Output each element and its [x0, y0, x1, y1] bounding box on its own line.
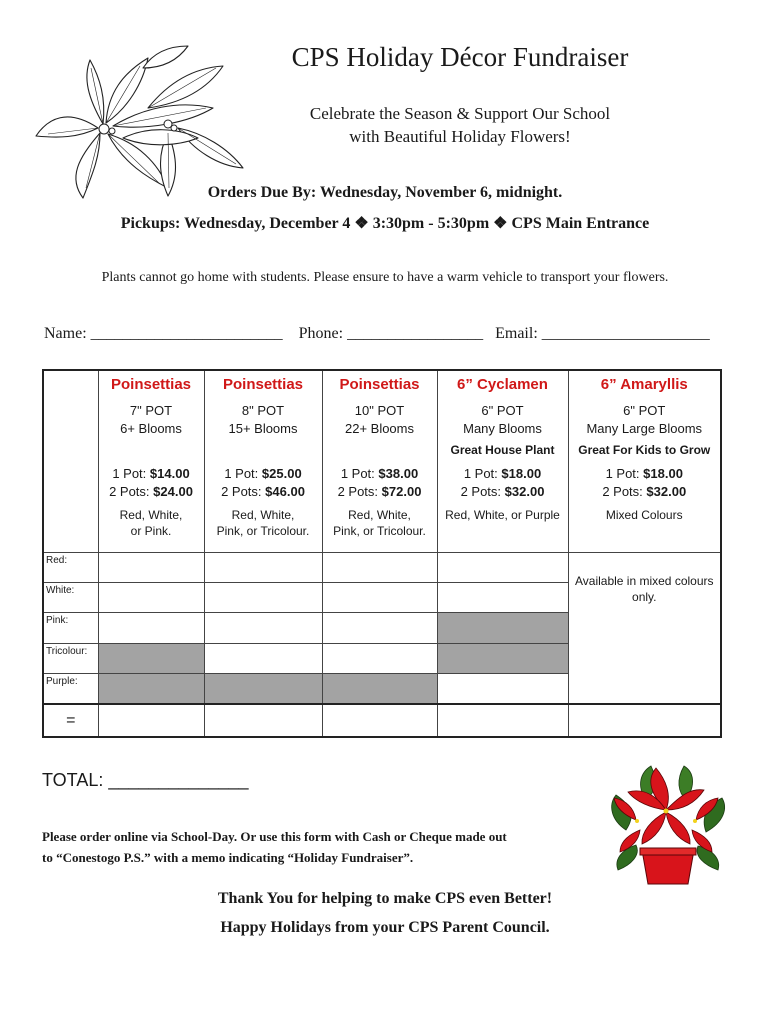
unavailable-cell [98, 673, 204, 704]
page-title: CPS Holiday Décor Fundraiser [291, 42, 629, 72]
thank-you-message: Thank You for helping to make CPS even Better! [217, 890, 553, 907]
product-tagline [205, 443, 322, 461]
row-label-tricolour: Tricolour: [43, 643, 98, 673]
qty-cell[interactable] [204, 582, 322, 612]
colour-options: Red, White, Pink, or Tricolour. [333, 508, 426, 538]
holiday-greeting: Happy Holidays from your CPS Parent Council. [220, 919, 550, 936]
pot-size: 7" POT 6+ Blooms [120, 403, 182, 436]
total-cell[interactable] [204, 704, 322, 737]
poinsettia-outline-illustration [28, 38, 254, 204]
product-name: Poinsettias [110, 376, 192, 393]
product-column-cyclamen [437, 370, 568, 552]
colour-options: Red, White, or Pink. [119, 508, 183, 538]
orders-due-date: Orders Due By: Wednesday, November 6, midnight. [207, 184, 563, 201]
pickup-details: Pickups: Wednesday, December 4 ❖ 3:30pm - 5:30pm ❖ CPS Main Entrance [120, 215, 650, 232]
product-prices: 1 Pot: $18.00 2 Pots: $32.00 [602, 466, 687, 499]
product-name: Poinsettias [222, 376, 304, 393]
table-row-totals [43, 704, 721, 737]
qty-cell[interactable] [98, 612, 204, 643]
product-column-poinsettia-8 [204, 370, 322, 552]
payment-line-2: to “Conestogo P.S.” with a memo indicating “Holiday Fundraiser”. [42, 850, 414, 865]
table-row-red [43, 552, 721, 582]
mixed-colours-note: Available in mixed colours only. [568, 552, 721, 704]
payment-instructions [42, 826, 602, 868]
product-tagline [323, 443, 437, 461]
order-table [42, 369, 722, 738]
qty-cell[interactable] [322, 552, 437, 582]
colour-options: Red, White, or Purple [445, 508, 560, 522]
row-label-pink: Pink: [43, 612, 98, 643]
transport-note: Plants cannot go home with students. Please ensure to have a warm vehicle to transport your flowers. [101, 270, 669, 285]
email-label: Email: [495, 325, 538, 342]
payment-line-1: Please order online via School-Day. Or use this form with Cash or Cheque made out [42, 829, 507, 844]
qty-cell[interactable] [322, 612, 437, 643]
qty-cell[interactable] [322, 643, 437, 673]
equals-label: = [43, 704, 98, 737]
qty-cell[interactable] [204, 612, 322, 643]
qty-cell[interactable] [437, 582, 568, 612]
product-name: 6” Amaryllis [600, 376, 688, 393]
unavailable-cell [437, 643, 568, 673]
qty-cell[interactable] [204, 552, 322, 582]
subtitle-line-1: Celebrate the Season & Support Our School [309, 104, 611, 123]
colour-options: Red, White, Pink, or Tricolour. [216, 508, 310, 538]
product-column-amaryllis [568, 370, 721, 552]
pot-size: 6" POT Many Large Blooms [586, 403, 703, 436]
product-prices: 1 Pot: $14.00 2 Pots: $24.00 [109, 466, 193, 499]
email-field[interactable]: _____________________ [541, 325, 710, 342]
row-label-purple: Purple: [43, 673, 98, 704]
product-name: Poinsettias [339, 376, 420, 393]
product-tagline [99, 443, 204, 461]
pot-size: 6" POT Many Blooms [463, 403, 542, 436]
subtitle-line-2: with Beautiful Holiday Flowers! [349, 127, 571, 146]
pot-size: 10" POT 22+ Blooms [344, 403, 414, 436]
colour-options: Mixed Colours [605, 508, 683, 522]
product-column-poinsettia-7 [98, 370, 204, 552]
product-prices: 1 Pot: $25.00 2 Pots: $46.00 [221, 466, 305, 499]
product-tagline: Great For Kids to Grow [578, 443, 711, 457]
name-label: Name: [44, 325, 87, 342]
total-field[interactable]: TOTAL: ______________ [42, 770, 249, 790]
product-name: 6” Cyclamen [457, 376, 548, 393]
contact-fields [44, 325, 710, 343]
qty-cell[interactable] [204, 643, 322, 673]
subtitle [230, 102, 690, 148]
product-tagline: Great House Plant [450, 443, 555, 457]
total-cell[interactable] [437, 704, 568, 737]
unavailable-cell [322, 673, 437, 704]
qty-cell[interactable] [437, 673, 568, 704]
row-label-red: Red: [43, 552, 98, 582]
total-cell[interactable] [322, 704, 437, 737]
total-cell[interactable] [98, 704, 204, 737]
row-label-white: White: [43, 582, 98, 612]
qty-cell[interactable] [98, 552, 204, 582]
product-prices: 1 Pot: $38.00 2 Pots: $72.00 [337, 466, 422, 499]
product-column-poinsettia-10 [322, 370, 437, 552]
qty-cell[interactable] [437, 552, 568, 582]
total-cell[interactable] [568, 704, 721, 737]
name-field[interactable]: ________________________ [90, 325, 283, 342]
unavailable-cell [98, 643, 204, 673]
unavailable-cell [204, 673, 322, 704]
phone-label: Phone: [298, 325, 344, 342]
header-corner-cell [43, 370, 98, 552]
phone-field[interactable]: _________________ [347, 325, 484, 342]
qty-cell[interactable] [322, 582, 437, 612]
unavailable-cell [437, 612, 568, 643]
pot-size: 8" POT 15+ Blooms [228, 403, 298, 436]
potted-poinsettia-illustration [606, 760, 730, 888]
product-header-row [43, 370, 721, 552]
product-prices: 1 Pot: $18.00 2 Pots: $32.00 [460, 466, 545, 499]
qty-cell[interactable] [98, 582, 204, 612]
